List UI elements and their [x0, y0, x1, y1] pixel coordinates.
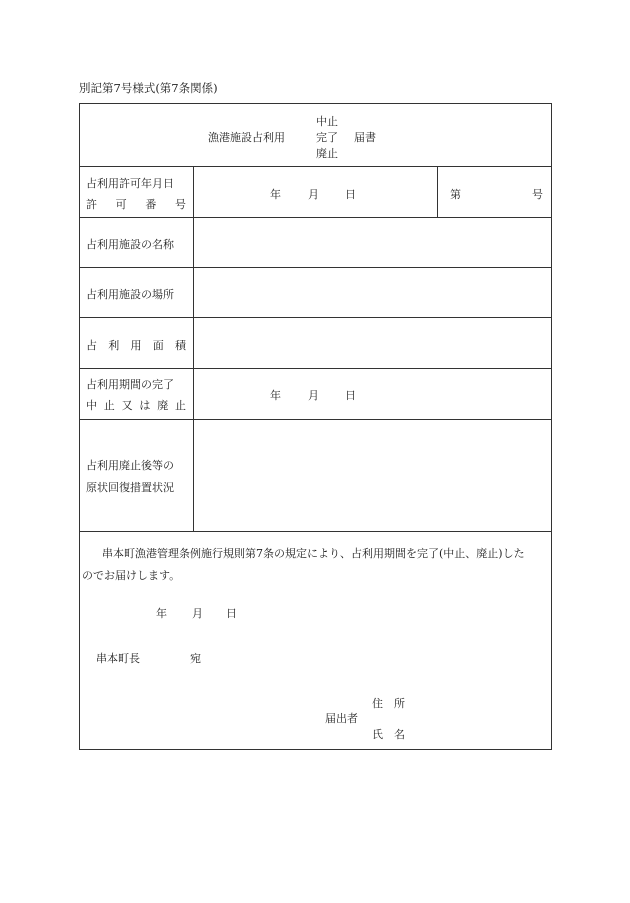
period-month: 月	[308, 389, 319, 402]
period-day: 日	[345, 389, 356, 402]
title-prefix: 漁港施設占利用	[208, 131, 285, 144]
permit-date-year: 年	[270, 188, 281, 201]
addressee: 串本町長	[96, 652, 140, 665]
title-option-abolish: 廃止	[316, 147, 338, 160]
title-suffix: 届書	[354, 131, 376, 144]
addressee-suffix: 宛	[190, 652, 201, 665]
notification-form	[79, 103, 552, 750]
address-label: 住 所	[372, 697, 405, 710]
area-label: 占 利 用 面 積	[86, 339, 186, 352]
permit-date-month: 月	[308, 188, 319, 201]
period-year: 年	[270, 389, 281, 402]
declaration-date-month: 月	[192, 607, 203, 620]
declaration-date-year: 年	[156, 607, 167, 620]
form-caption: 別記第7号様式(第7条関係)	[79, 81, 218, 95]
title-option-complete: 完了	[316, 131, 338, 144]
permit-number-suffix: 号	[532, 188, 543, 201]
permit-number-prefix: 第	[450, 188, 461, 201]
applicant-label: 届出者	[325, 712, 358, 725]
permit-date-label: 占利用許可年月日	[86, 177, 174, 190]
facility-place-label: 占利用施設の場所	[86, 288, 174, 301]
facility-name-label: 占利用施設の名称	[86, 238, 174, 251]
name-label: 氏 名	[372, 728, 405, 741]
period-label-line2: 中 止 又 は 廃 止	[86, 399, 186, 412]
title-option-stop: 中止	[316, 115, 338, 128]
declaration-text-line2: のでお届けします。	[82, 569, 181, 582]
declaration-text-line1: 串本町漁港管理条例施行規則第7条の規定により、占利用期間を完了(中止、廃止)した	[102, 547, 525, 560]
restoration-label-line1: 占利用廃止後等の	[86, 459, 174, 472]
restoration-label-line2: 原状回復措置状況	[86, 481, 174, 494]
period-label-line1: 占利用期間の完了	[86, 378, 174, 391]
permit-date-day: 日	[345, 188, 356, 201]
permit-number-label: 許 可 番 号	[86, 198, 186, 211]
declaration-date-day: 日	[226, 607, 237, 620]
